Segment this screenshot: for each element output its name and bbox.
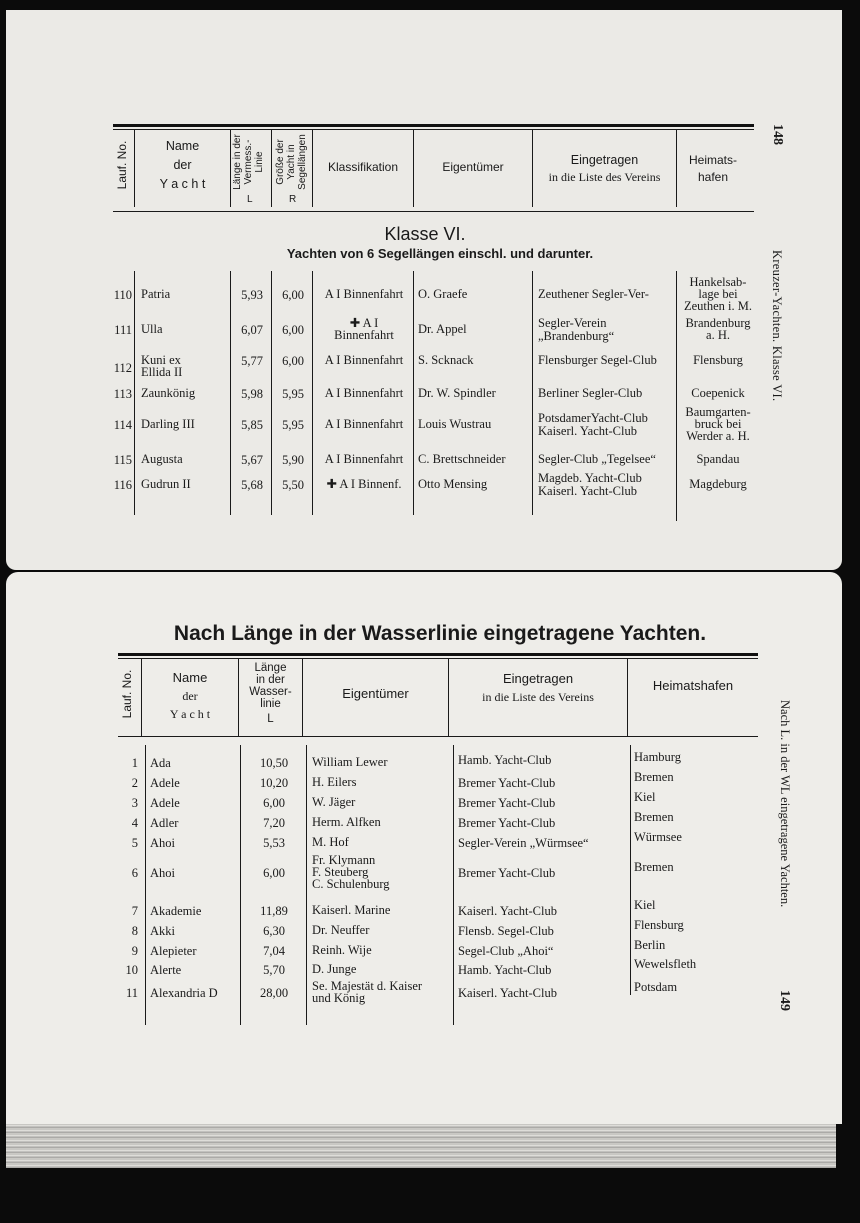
verein: Bremer Yacht-Club bbox=[458, 796, 556, 810]
header-eigentuemer: Eigentümer bbox=[442, 160, 504, 174]
header-heimatshafen-149: Heimatshafen bbox=[652, 678, 734, 693]
yacht-name-line: Darling III bbox=[141, 417, 195, 431]
header-name: Name der Y a c h t bbox=[159, 139, 206, 191]
heimatshafen: Bremen bbox=[634, 810, 674, 824]
groesse-value: 5,90 bbox=[282, 453, 304, 467]
klassifikation-line: A I Binnenfahrt bbox=[324, 452, 404, 466]
klassifikation-line: A I Binnenfahrt bbox=[324, 386, 404, 400]
laenge-value: 7,20 bbox=[263, 816, 285, 830]
owner-line: M. Hof bbox=[312, 835, 349, 849]
owner-line: William Lewer bbox=[312, 755, 388, 769]
laenge-value: 6,07 bbox=[241, 323, 263, 337]
klassifikation bbox=[314, 478, 414, 490]
owner-line: Kaiserl. Marine bbox=[312, 903, 391, 917]
owner-line: D. Junge bbox=[312, 962, 357, 976]
owner bbox=[418, 354, 474, 366]
owner-line: Dr. Neuffer bbox=[312, 923, 370, 937]
owner-line: H. Eilers bbox=[312, 775, 357, 789]
header-groesse-mark: R bbox=[289, 194, 297, 205]
heimatshafen: Wewelsfleth bbox=[634, 957, 697, 971]
owner bbox=[418, 478, 487, 490]
laenge-value: 5,53 bbox=[263, 836, 285, 850]
klassifikation-line: A I Binnenfahrt bbox=[324, 287, 404, 301]
heimatshafen-line: Baumgarten- bbox=[685, 405, 751, 419]
header-lauf-no-149: Lauf. No. bbox=[120, 669, 134, 719]
laenge-value: 11,89 bbox=[260, 904, 288, 918]
owner-line: Louis Wustrau bbox=[418, 417, 492, 431]
yacht-name: Alepieter bbox=[150, 944, 197, 958]
heimatshafen-line: Hankelsab- bbox=[689, 275, 747, 289]
yacht-name bbox=[141, 387, 195, 399]
owner-line: C. Brettschneider bbox=[418, 452, 506, 466]
yacht-name: Alerte bbox=[150, 963, 182, 977]
owner bbox=[312, 796, 355, 808]
verein-line: Segler-Club „Tegelsee“ bbox=[538, 452, 656, 466]
heimatshafen-line: Spandau bbox=[696, 452, 740, 466]
header-eingetragen-149: Eingetragen in die Liste des Vereins bbox=[482, 671, 594, 704]
yacht-name bbox=[141, 354, 182, 378]
row-number: 116 bbox=[113, 478, 132, 492]
owner-line: Se. Majestät d. Kaiser bbox=[312, 979, 423, 993]
row-number: 113 bbox=[113, 387, 132, 401]
header-laenge-149: Länge in der Wasser- linie L bbox=[249, 662, 292, 725]
laenge-value: 7,04 bbox=[263, 944, 285, 958]
yacht-name: Ahoi bbox=[150, 866, 175, 880]
row-number: 2 bbox=[131, 776, 138, 790]
owner-line: F. Steuberg bbox=[312, 865, 369, 879]
verein-line: Flensburger Segel-Club bbox=[538, 353, 657, 367]
groesse-value: 5,95 bbox=[282, 418, 304, 432]
heimatshafen: Kiel bbox=[634, 790, 656, 804]
groesse-value: 6,00 bbox=[282, 288, 304, 302]
row-number: 3 bbox=[131, 796, 138, 810]
owner bbox=[312, 944, 372, 956]
heimatshafen: Bremen bbox=[634, 770, 674, 784]
verein-line: „Brandenburg“ bbox=[538, 329, 615, 343]
heimatshafen: Bremen bbox=[634, 860, 674, 874]
row-number: 114 bbox=[113, 418, 132, 432]
verein-line: Segler-Verein bbox=[538, 316, 607, 330]
verein-line: Kaiserl. Yacht-Club bbox=[538, 424, 637, 438]
section-subtitle: Yachten von 6 Segellängen einschl. und darunter. bbox=[286, 246, 594, 261]
owner bbox=[312, 980, 422, 1004]
row-number: 7 bbox=[131, 904, 138, 918]
yacht-name: Alexandria D bbox=[150, 986, 218, 1000]
yacht-name-line: Ulla bbox=[141, 322, 163, 336]
klassifikation bbox=[314, 317, 414, 341]
heimatshafen: Kiel bbox=[634, 898, 656, 912]
owner bbox=[418, 288, 467, 300]
heimatshafen-line: Magdeburg bbox=[689, 477, 747, 491]
yacht-name: Adele bbox=[150, 776, 180, 790]
section-title: Klasse VI. bbox=[384, 224, 466, 244]
yacht-name-line: Ellida II bbox=[141, 365, 183, 379]
heimatshafen-line: Werder a. H. bbox=[686, 429, 750, 443]
owner bbox=[312, 924, 369, 936]
owner-line: Otto Mensing bbox=[418, 477, 488, 491]
verein: Segel-Club „Ahoi“ bbox=[458, 944, 554, 958]
owner-line: O. Graefe bbox=[418, 287, 468, 301]
row-number: 111 bbox=[114, 323, 132, 337]
laenge-value: 10,20 bbox=[259, 776, 289, 790]
verein: Bremer Yacht-Club bbox=[458, 866, 556, 880]
yacht-name-line: Gudrun II bbox=[141, 477, 191, 491]
klassifikation-line: ✚ A I Binnenf. bbox=[326, 477, 402, 491]
verein bbox=[538, 412, 648, 438]
groesse-value: 6,00 bbox=[282, 354, 304, 368]
heimatshafen bbox=[677, 354, 759, 366]
heimatshafen-line: Brandenburg bbox=[685, 316, 751, 330]
heimatshafen bbox=[677, 276, 759, 312]
row-number: 10 bbox=[125, 963, 138, 977]
verein-line: Magdeb. Yacht-Club bbox=[538, 471, 642, 485]
owner bbox=[312, 854, 390, 890]
owner-line: Dr. W. Spindler bbox=[418, 386, 496, 400]
yacht-name-line: Patria bbox=[141, 287, 171, 301]
verein bbox=[538, 354, 657, 367]
groesse-value: 6,00 bbox=[282, 323, 304, 337]
laenge-value: 5,70 bbox=[263, 963, 285, 977]
owner-line: Herm. Alfken bbox=[312, 815, 381, 829]
yacht-name-line: Augusta bbox=[141, 452, 183, 466]
row-number: 110 bbox=[113, 288, 132, 302]
heimatshafen-line: Coepenick bbox=[691, 386, 745, 400]
header-laenge: Länge in der Vermess.- Linie bbox=[232, 134, 265, 190]
verein: Hamb. Yacht-Club bbox=[458, 753, 552, 767]
verein-line: Zeuthener Segler-Ver- bbox=[538, 287, 649, 301]
owner-line: C. Schulenburg bbox=[312, 877, 390, 891]
row-number: 11 bbox=[125, 986, 138, 1000]
laenge-value: 5,68 bbox=[241, 478, 263, 492]
owner-line: und König bbox=[312, 991, 366, 1005]
laenge-value: 28,00 bbox=[259, 986, 289, 1000]
header-heimatshafen: Heimats- hafen bbox=[688, 153, 737, 184]
running-head-149: Nach L. in der WL eingetragene Yachten. bbox=[778, 700, 792, 908]
owner bbox=[418, 453, 505, 465]
klassifikation-line: A I Binnenfahrt bbox=[324, 353, 404, 367]
row-number: 9 bbox=[131, 944, 138, 958]
heimatshafen-line: Zeuthen i. M. bbox=[683, 299, 753, 313]
klassifikation bbox=[314, 288, 414, 300]
laenge-value: 5,77 bbox=[241, 354, 263, 368]
verein bbox=[538, 288, 649, 301]
groesse-value: 5,95 bbox=[282, 387, 304, 401]
verein: Segler-Verein „Würmsee“ bbox=[458, 836, 589, 850]
klassifikation bbox=[314, 387, 414, 399]
klassifikation bbox=[314, 354, 414, 366]
verein: Kaiserl. Yacht-Club bbox=[458, 986, 557, 1000]
owner bbox=[312, 816, 381, 828]
yacht-name: Akki bbox=[150, 924, 175, 938]
yacht-name bbox=[141, 418, 195, 430]
laenge-value: 5,85 bbox=[241, 418, 263, 432]
heimatshafen-line: Flensburg bbox=[693, 353, 743, 367]
verein: Kaiserl. Yacht-Club bbox=[458, 904, 557, 918]
header-laenge-mark: L bbox=[247, 194, 253, 205]
row-number: 115 bbox=[113, 453, 132, 467]
heimatshafen bbox=[677, 317, 759, 341]
laenge-value: 5,93 bbox=[241, 288, 263, 302]
laenge-value: 6,00 bbox=[263, 796, 285, 810]
heimatshafen bbox=[677, 453, 759, 465]
yacht-name bbox=[141, 453, 183, 465]
heimatshafen: Flensburg bbox=[634, 918, 684, 932]
header-klassifikation: Klassifikation bbox=[327, 160, 399, 174]
row-number: 6 bbox=[131, 866, 138, 880]
laenge-value: 6,30 bbox=[263, 924, 285, 938]
verein: Bremer Yacht-Club bbox=[458, 816, 556, 830]
row-number: 5 bbox=[131, 836, 138, 850]
owner bbox=[418, 387, 496, 399]
yacht-name: Ahoi bbox=[150, 836, 175, 850]
heimatshafen-line: a. H. bbox=[706, 328, 730, 342]
verein: Hamb. Yacht-Club bbox=[458, 963, 552, 977]
klassifikation-line: Binnenfahrt bbox=[334, 328, 394, 342]
page-title: Nach Länge in der Wasserlinie eingetragene Yachten. bbox=[173, 622, 707, 645]
header-name-149: Name der Y a c h t bbox=[169, 670, 211, 721]
owner bbox=[418, 418, 491, 430]
verein: Bremer Yacht-Club bbox=[458, 776, 556, 790]
verein bbox=[538, 472, 642, 498]
laenge-value: 5,98 bbox=[241, 387, 263, 401]
yacht-name: Adler bbox=[150, 816, 179, 830]
yacht-name: Akademie bbox=[150, 904, 202, 918]
verein bbox=[538, 453, 656, 466]
yacht-name bbox=[141, 478, 191, 490]
verein: Flensb. Segel-Club bbox=[458, 924, 554, 938]
yacht-name-line: Zaunkönig bbox=[141, 386, 196, 400]
heimatshafen: Potsdam bbox=[634, 980, 678, 994]
verein-line: PotsdamerYacht-Club bbox=[538, 411, 648, 425]
yacht-name-line: Kuni ex bbox=[141, 353, 181, 367]
page-edges bbox=[6, 1124, 836, 1168]
owner bbox=[418, 323, 467, 335]
page-number-149: 149 bbox=[777, 990, 792, 1011]
owner bbox=[312, 756, 388, 768]
owner bbox=[312, 963, 356, 975]
owner-line: Fr. Klymann bbox=[312, 853, 376, 867]
running-head-148: Kreuzer-Yachten. Klasse VI. bbox=[770, 250, 784, 402]
owner-line: S. Scknack bbox=[418, 353, 474, 367]
verein-line: Kaiserl. Yacht-Club bbox=[538, 484, 637, 498]
header-lauf-no: Lauf. No. bbox=[115, 140, 129, 190]
heimatshafen: Würmsee bbox=[634, 830, 682, 844]
heimatshafen-line: bruck bei bbox=[694, 417, 742, 431]
heimatshafen: Hamburg bbox=[634, 750, 681, 764]
page-number-148: 148 bbox=[770, 124, 785, 145]
header-eigentuemer-149: Eigentümer bbox=[342, 686, 409, 701]
heimatshafen: Berlin bbox=[634, 938, 666, 952]
klassifikation-line: A I Binnenfahrt bbox=[324, 417, 404, 431]
heimatshafen bbox=[677, 387, 759, 399]
yacht-name bbox=[141, 323, 163, 335]
heimatshafen bbox=[677, 478, 759, 490]
groesse-value: 5,50 bbox=[282, 478, 304, 492]
row-number: 1 bbox=[131, 756, 138, 770]
row-number: 112 bbox=[113, 361, 132, 375]
owner-line: Dr. Appel bbox=[418, 322, 467, 336]
laenge-value: 5,67 bbox=[241, 453, 263, 467]
laenge-value: 10,50 bbox=[259, 756, 289, 770]
klassifikation-line: ✚ A I bbox=[349, 316, 379, 330]
owner bbox=[312, 904, 390, 916]
yacht-name: Adele bbox=[150, 796, 180, 810]
yacht-name bbox=[141, 288, 170, 300]
row-number: 4 bbox=[131, 816, 138, 830]
yacht-name: Ada bbox=[150, 756, 171, 770]
verein bbox=[538, 387, 642, 400]
laenge-value: 6,00 bbox=[263, 866, 285, 880]
row-number: 8 bbox=[131, 924, 138, 938]
verein bbox=[538, 317, 614, 343]
owner-line: Reinh. Wije bbox=[312, 943, 372, 957]
owner bbox=[312, 836, 349, 848]
owner bbox=[312, 776, 356, 788]
heimatshafen-line: lage bei bbox=[698, 287, 738, 301]
verein-line: Berliner Segler-Club bbox=[538, 386, 643, 400]
header-groesse: Größe der Yacht in Segellängen bbox=[275, 134, 308, 190]
owner-line: W. Jäger bbox=[312, 795, 356, 809]
klassifikation bbox=[314, 418, 414, 430]
klassifikation bbox=[314, 453, 414, 465]
heimatshafen bbox=[677, 406, 759, 442]
header-eingetragen: Eingetragen in die Liste des Vereins bbox=[548, 153, 661, 184]
